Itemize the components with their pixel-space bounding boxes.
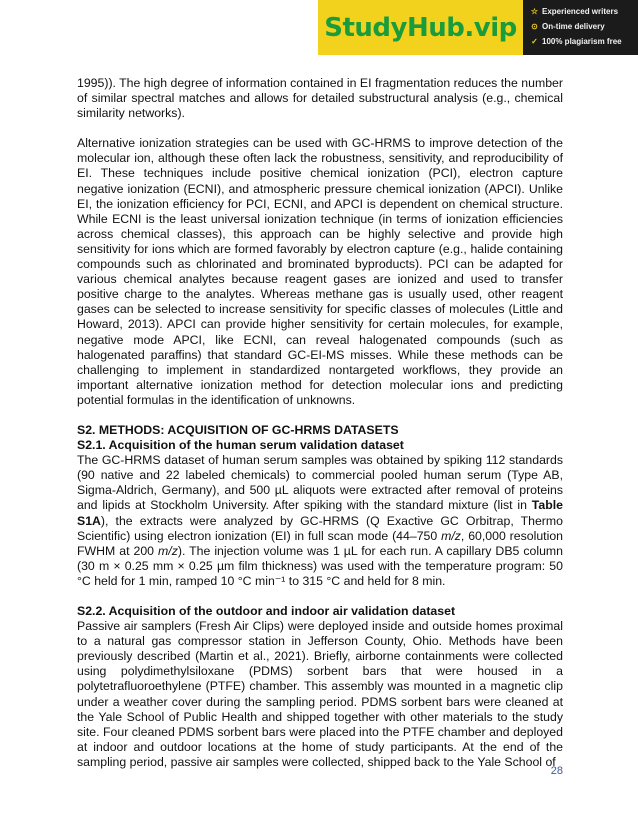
table-reference: Table S1A [77,498,563,528]
feature-item [529,34,632,49]
feature-item [529,4,632,19]
brand-logo[interactable]: StudyHub.vip [318,0,523,55]
feature-label: Experienced writers [542,7,619,16]
check-document-icon: ✓ [531,37,538,46]
subsection-heading-serum: S2.1. Acquisition of the human serum validation dataset [77,438,404,453]
ad-banner[interactable] [318,0,638,55]
subsection-heading-air: S2.2. Acquisition of the outdoor and indoor air validation dataset [77,604,456,618]
paragraph-serum: The GC-HRMS dataset of human serum samples was obtained by spiking 112 standards (90 native and 22 labeled chemicals) to commercial pooled human serum (Type AB, Sigma-Aldrich, Germany), and 500 µL aliquots were extracted after removal of proteins and lipids at Stockholm University. After spiking with the standard mixture (list in Table S1A), the extracts were analyzed by GC-HRMS (Q Exactive GC Orbitrap, Thermo Scientific) using electron ionization (EI) in full scan mode (44–750 m/z, 60,000 resolution FWHM at 200 m/z). The injection volume was 1 µL for each run. A capillary DB5 column (30 m × 0.25 mm × 0.25 µm film thickness) was used with the temperature program: 50 °C held for 1 min, ramped 10 °C min⁻¹ to 315 °C and held for 8 min. [77,453,564,588]
document-body [77,76,563,785]
feature-item [529,19,632,34]
page-number: 28 [550,765,563,777]
feature-label: On-time delivery [542,22,605,31]
paragraph-intro: 1995)). The high degree of information contained in EI fragmentation reduces the number of similar spectral matches and allows for detailed substructural analysis (e.g., chemical similarity networks). [77,76,563,121]
section-heading: S2. METHODS: ACQUISITION OF GC-HRMS DATASETS [77,422,399,437]
feature-label: 100% plagiarism free [542,37,622,46]
paragraph-alternative-ionization: Alternative ionization strategies can be used with GC-HRMS to improve detection of the molecular ion, although these often lack the robustness, sensitivity, and reproducibility of EI. These techniques include positive chemical ionization (PCI), electron capture negative ionization (ECNI), and atmospheric pressure chemical ionization (APCI). Unlike EI, the ionization efficiency for PCI, ECNI, and APCI is dependent on chemical structure. While ECNI is the least universal ionization technique (in terms of ionization efficiencies across chemical classes), this approach can be highly selective and provide high sensitivity for ions which are formed favorably by electron capture (e.g., halide containing compounds such as chlorinated and brominated byproducts). PCI can be adapted for various chemical analytes because reagent gases are ionized and used to transfer positive charge to the analytes. Whereas methane gas is usually used, other reagent gases can be selected to increase sensitivity for specific classes of molecules (Little and Howard, 2013). APCI can provide higher sensitivity for certain molecules, for example, negative mode APCI, like ECNI, can reveal halogenated compounds (such as halogenated paraffins) that standard GC-EI-MS misses. While these methods can be challenging to implement in standardized nontargeted workflows, they provide an important alternative ionization method for detection molecular ions and predicting potential formulas in the identification of unknowns. [77,136,563,407]
feature-list [523,0,638,55]
clock-icon: ⊙ [531,22,538,31]
paragraph-air: Passive air samplers (Fresh Air Clips) were deployed inside and outside homes proximal to a natural gas compressor station in Jefferson County, Ohio. Methods have been previously described (Martin et al., 2021). Briefly, airborne containments were collected using polydimethylsiloxane (PDMS) sorbent bars that were housed in a polytetrafluoroethylene (PTFE) chamber. This assembly was mounted in a magnetic clip under a weather cover during the sampling period. PDMS sorbent bars were cleaned at the Yale School of Public Health and shipped together with other materials to the study site. Four cleaned PDMS sorbent bars were placed into the PTFE chamber and deployed at indoor and outdoor locations at the home of study participants. At the end of the sampling period, passive air samples were collected, shipped back to the Yale School of [77,619,563,769]
star-icon: ☆ [530,7,539,16]
